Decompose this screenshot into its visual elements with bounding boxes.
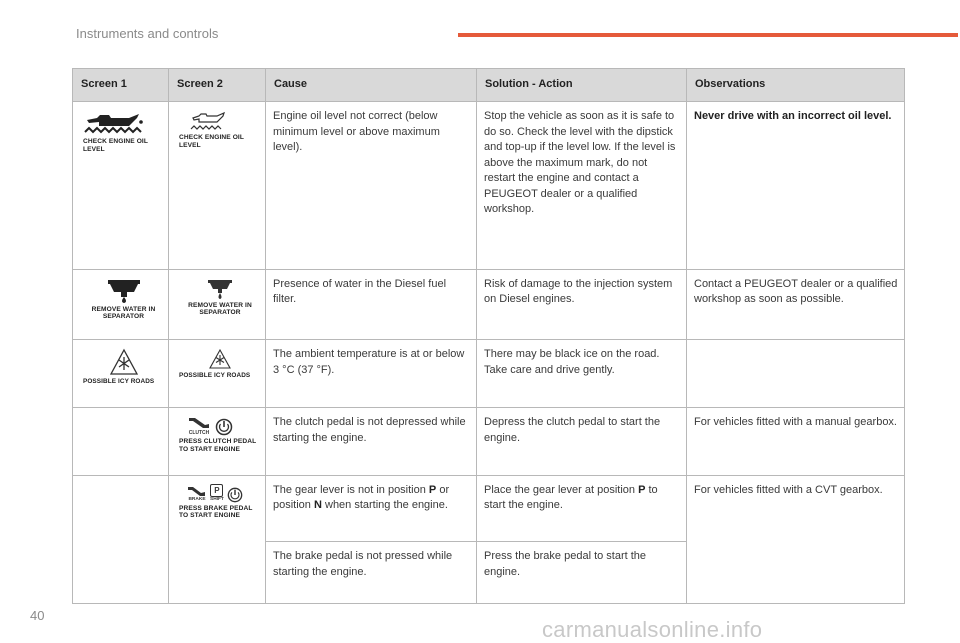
table-header-row	[73, 69, 905, 102]
screen1-icon-label: POSSIBLE ICY ROADS	[83, 378, 155, 386]
screen2-icon-label: POSSIBLE ICY ROADS	[179, 372, 251, 380]
table-row	[73, 340, 905, 408]
screen1-cell	[73, 408, 169, 476]
cause-text: when starting the engine.	[321, 499, 448, 512]
clutch-icon-text: CLUTCH	[188, 430, 210, 437]
screen2-cell	[169, 475, 266, 603]
column-header-observations: Observations	[687, 69, 905, 102]
icy-road-warning-small-icon	[208, 348, 232, 370]
screen1-cell	[73, 269, 169, 340]
screen2-cell	[169, 102, 266, 270]
gear-position-n: N	[313, 499, 322, 512]
brake-icon-text: BRAKE	[188, 496, 206, 502]
header-accent-bar	[458, 33, 958, 37]
watermark: carmanualsonline.info	[542, 617, 763, 642]
screen1-cell	[73, 340, 169, 408]
screen2-icon-label: PRESS CLUTCH PEDAL TO START ENGINE	[179, 438, 257, 453]
water-in-fuel-filter-small-icon	[205, 278, 235, 300]
screen2-cell	[169, 408, 266, 476]
clutch-pedal-icon	[187, 416, 233, 436]
table-row	[73, 475, 905, 542]
solution-cell	[477, 475, 687, 542]
observations-cell: Contact a PEUGEOT dealer or a qualified workshop as soon as possible.	[687, 269, 905, 340]
cause-cell: Engine oil level not correct (below minimum level or above maximum level).	[266, 102, 477, 270]
screen1-icon-label: REMOVE WATER IN SEPARATOR	[91, 305, 156, 321]
table-row	[73, 408, 905, 476]
cause-cell: The ambient temperature is at or below 3 °C (37 °F).	[266, 340, 477, 408]
section-title: Instruments and controls	[76, 26, 219, 41]
icy-road-warning-icon	[109, 348, 139, 376]
solution-text: Place the gear lever at position	[484, 483, 639, 496]
solution-cell: Press the brake pedal to start the engine.	[477, 542, 687, 604]
screen2-cell	[169, 340, 266, 408]
cause-text: or position	[273, 483, 450, 512]
column-header-cause: Cause	[266, 69, 477, 102]
screen2-icon-label: PRESS BRAKE PEDAL TO START ENGINE	[179, 504, 253, 520]
cause-cell: The clutch pedal is not depressed while starting the engine.	[266, 408, 477, 476]
screen1-cell	[73, 102, 169, 270]
oil-can-level-small-icon	[179, 110, 229, 132]
screen2-cell	[169, 269, 266, 340]
observations-cell: For vehicles fitted with a manual gearbox.	[687, 408, 905, 476]
solution-cell: Risk of damage to the injection system on Diesel engines.	[477, 269, 687, 340]
shift-icon-text: SHIFT	[210, 496, 224, 502]
solution-text: to start the engine.	[484, 483, 658, 512]
oil-can-level-icon	[83, 110, 147, 136]
screen1-cell	[73, 475, 169, 603]
cause-cell: The brake pedal is not pressed while starting the engine.	[266, 542, 477, 604]
table-row	[73, 269, 905, 340]
observations-cell: For vehicles fitted with a CVT gearbox.	[687, 475, 905, 603]
water-in-fuel-filter-icon	[104, 278, 144, 304]
start-button-icon	[227, 487, 243, 503]
park-position-badge: P	[210, 484, 223, 497]
cause-cell: Presence of water in the Diesel fuel filter.	[266, 269, 477, 340]
cause-cell	[266, 475, 477, 542]
solution-cell: Stop the vehicle as soon as it is safe to do so. Check the level with the dipstick and top-up if the level low. If the level is above the maximum mark, do not restart the engine and contact a PEUGEOT dealer or a qualified workshop.	[477, 102, 687, 270]
observation-warning: Never drive with an incorrect oil level.	[694, 110, 892, 122]
solution-cell: Depress the clutch pedal to start the engine.	[477, 408, 687, 476]
gear-position-p: P	[638, 483, 646, 496]
observations-cell	[687, 340, 905, 408]
brake-pedal-shift-icon	[187, 484, 243, 503]
column-header-screen1: Screen 1	[73, 69, 169, 102]
screen2-icon-label: CHECK ENGINE OIL LEVEL	[179, 134, 244, 149]
warning-messages-table	[72, 68, 905, 604]
cause-text: The gear lever is not in position	[273, 483, 429, 496]
gear-position-p: P	[428, 483, 437, 496]
screen1-icon-label: CHECK ENGINE OIL LEVEL	[83, 138, 148, 153]
observations-cell	[687, 102, 905, 270]
screen2-icon-label: REMOVE WATER IN SEPARATOR	[188, 301, 252, 317]
table-row	[73, 102, 905, 270]
solution-cell: There may be black ice on the road. Take care and drive gently.	[477, 340, 687, 408]
column-header-screen2: Screen 2	[169, 69, 266, 102]
column-header-solution: Solution - Action	[477, 69, 687, 102]
page-number: 40	[30, 608, 45, 623]
